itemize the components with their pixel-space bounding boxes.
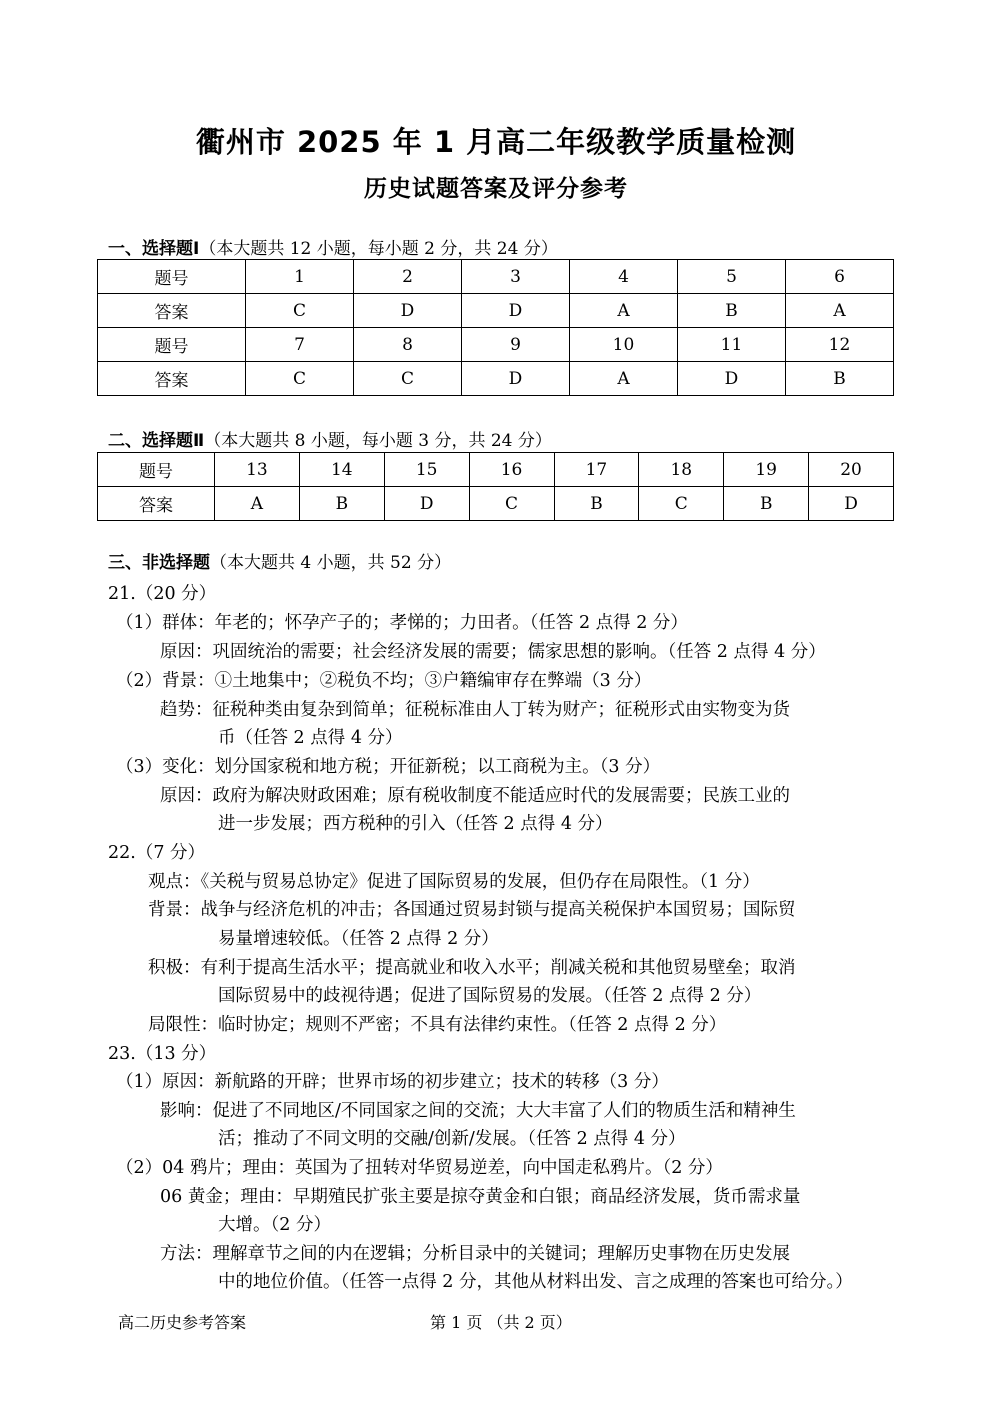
- page-number: 第 1 页 （共 2 页）: [430, 1313, 572, 1332]
- answer-line: 背景：战争与经济危机的冲击；各国通过贸易封锁与提高关税保护本国贸易；国际贸: [148, 900, 796, 920]
- table-row: [98, 453, 894, 487]
- answer-line: （1）原因：新航路的开辟；世界市场的初步建立；技术的转移（3 分）: [116, 1072, 669, 1092]
- answer-line: 22.（7 分）: [108, 843, 206, 863]
- section3-note: （本大题共 4 小题，共 52 分）: [210, 553, 452, 573]
- answer-cell: B: [678, 294, 786, 328]
- section2-note: （本大题共 8 小题，每小题 3 分，共 24 分）: [204, 431, 552, 451]
- answer-cell: A: [215, 487, 300, 521]
- table-row: [98, 294, 894, 328]
- question-number: 7: [246, 328, 354, 362]
- answer-cell: A: [786, 294, 894, 328]
- question-number: 2: [354, 260, 462, 294]
- answer-cell: C: [639, 487, 724, 521]
- question-number: 3: [462, 260, 570, 294]
- document-title: 衢州市 2025 年 1 月高二年级教学质量检测: [195, 125, 797, 159]
- section1-note: （本大题共 12 小题，每小题 2 分，共 24 分）: [199, 239, 558, 259]
- question-number: 4: [570, 260, 678, 294]
- section1-heading-line: [108, 234, 558, 259]
- answer-line: 趋势：征税种类由复杂到简单；征税标准由人丁转为财产；征税形式由实物变为货: [160, 700, 790, 720]
- answer-line: 原因：巩固统治的需要；社会经济发展的需要；儒家思想的影响。（任答 2 点得 4 分）: [160, 642, 826, 662]
- section2-heading-line: [108, 426, 552, 451]
- answer-line: 21.（20 分）: [108, 584, 217, 604]
- section1-heading: 一、选择题Ⅰ: [108, 239, 200, 259]
- answer-line: 活；推动了不同文明的交融/创新/发展。（任答 2 点得 4 分）: [218, 1129, 686, 1149]
- answer-cell: D: [809, 487, 894, 521]
- question-number: 20: [809, 453, 894, 487]
- section2-answer-table: [97, 452, 894, 521]
- section3-heading: 三、非选择题: [108, 553, 210, 573]
- answer-line: 国际贸易中的歧视待遇；促进了国际贸易的发展。（任答 2 点得 2 分）: [218, 986, 762, 1006]
- answer-cell: B: [724, 487, 809, 521]
- answer-line: （3）变化：划分国家税和地方税；开征新税；以工商税为主。（3 分）: [116, 757, 661, 777]
- answer-line: （1）群体：年老的；怀孕产子的；孝悌的；力田者。（任答 2 点得 2 分）: [116, 613, 688, 633]
- answer-cell: B: [786, 362, 894, 396]
- answer-line: 06 黄金；理由：早期殖民扩张主要是掠夺黄金和白银；商品经济发展，货币需求量: [160, 1187, 801, 1207]
- question-number: 10: [570, 328, 678, 362]
- answer-line: 观点：《关税与贸易总协定》促进了国际贸易的发展，但仍存在局限性。（1 分）: [148, 872, 760, 892]
- question-number: 13: [215, 453, 300, 487]
- question-number: 6: [786, 260, 894, 294]
- answer-line: 易量增速较低。（任答 2 点得 2 分）: [218, 929, 499, 949]
- answer-line: 影响：促进了不同地区/不同国家之间的交流；大大丰富了人们的物质生活和精神生: [160, 1101, 796, 1121]
- section3-heading-line: [108, 548, 451, 573]
- answer-cell: C: [246, 294, 354, 328]
- question-number: 8: [354, 328, 462, 362]
- row-label: 题号: [98, 260, 246, 294]
- answer-cell: D: [462, 362, 570, 396]
- answer-cell: D: [462, 294, 570, 328]
- answer-cell: B: [554, 487, 639, 521]
- question-number: 11: [678, 328, 786, 362]
- question-number: 5: [678, 260, 786, 294]
- question-number: 15: [384, 453, 469, 487]
- table-row: [98, 260, 894, 294]
- row-label: 答案: [98, 294, 246, 328]
- document-subtitle: 历史试题答案及评分参考: [364, 176, 628, 202]
- answer-cell: D: [384, 487, 469, 521]
- table-row: [98, 487, 894, 521]
- answer-line: 原因：政府为解决财政困难；原有税收制度不能适应时代的发展需要；民族工业的: [160, 786, 790, 806]
- answer-line: 局限性：临时协定；规则不严密；不具有法律约束性。（任答 2 点得 2 分）: [148, 1015, 727, 1035]
- row-label: 题号: [98, 453, 215, 487]
- row-label: 答案: [98, 487, 215, 521]
- answer-line: 方法：理解章节之间的内在逻辑；分析目录中的关键词；理解历史事物在历史发展: [160, 1244, 790, 1264]
- row-label: 答案: [98, 362, 246, 396]
- answer-line: 积极：有利于提高生活水平；提高就业和收入水平；削减关税和其他贸易壁垒；取消: [148, 958, 796, 978]
- table-row: [98, 328, 894, 362]
- answer-cell: C: [469, 487, 554, 521]
- answer-line: （2）04 鸦片；理由：英国为了扭转对华贸易逆差，向中国走私鸦片。（2 分）: [116, 1158, 723, 1178]
- answer-line: （2）背景：①土地集中；②税负不均；③户籍编审存在弊端（3 分）: [116, 671, 652, 691]
- footer-left: 高二历史参考答案: [118, 1313, 247, 1332]
- section1-answer-table: [97, 259, 894, 396]
- answer-line: 大增。（2 分）: [218, 1215, 331, 1235]
- question-number: 14: [299, 453, 384, 487]
- answer-cell: D: [678, 362, 786, 396]
- answer-cell: D: [354, 294, 462, 328]
- answer-cell: A: [570, 362, 678, 396]
- section2-heading: 二、选择题Ⅱ: [108, 431, 205, 451]
- question-number: 19: [724, 453, 809, 487]
- row-label: 题号: [98, 328, 246, 362]
- question-number: 17: [554, 453, 639, 487]
- answer-line: 23.（13 分）: [108, 1044, 217, 1064]
- answer-cell: C: [354, 362, 462, 396]
- table-row: [98, 362, 894, 396]
- answer-line: 中的地位价值。（任答一点得 2 分，其他从材料出发、言之成理的答案也可给分。）: [218, 1272, 853, 1292]
- question-number: 18: [639, 453, 724, 487]
- question-number: 16: [469, 453, 554, 487]
- question-number: 1: [246, 260, 354, 294]
- answer-cell: B: [299, 487, 384, 521]
- answer-cell: A: [570, 294, 678, 328]
- answer-line: 币（任答 2 点得 4 分）: [218, 728, 403, 748]
- question-number: 12: [786, 328, 894, 362]
- question-number: 9: [462, 328, 570, 362]
- answer-line: 进一步发展；西方税种的引入（任答 2 点得 4 分）: [218, 814, 613, 834]
- answer-cell: C: [246, 362, 354, 396]
